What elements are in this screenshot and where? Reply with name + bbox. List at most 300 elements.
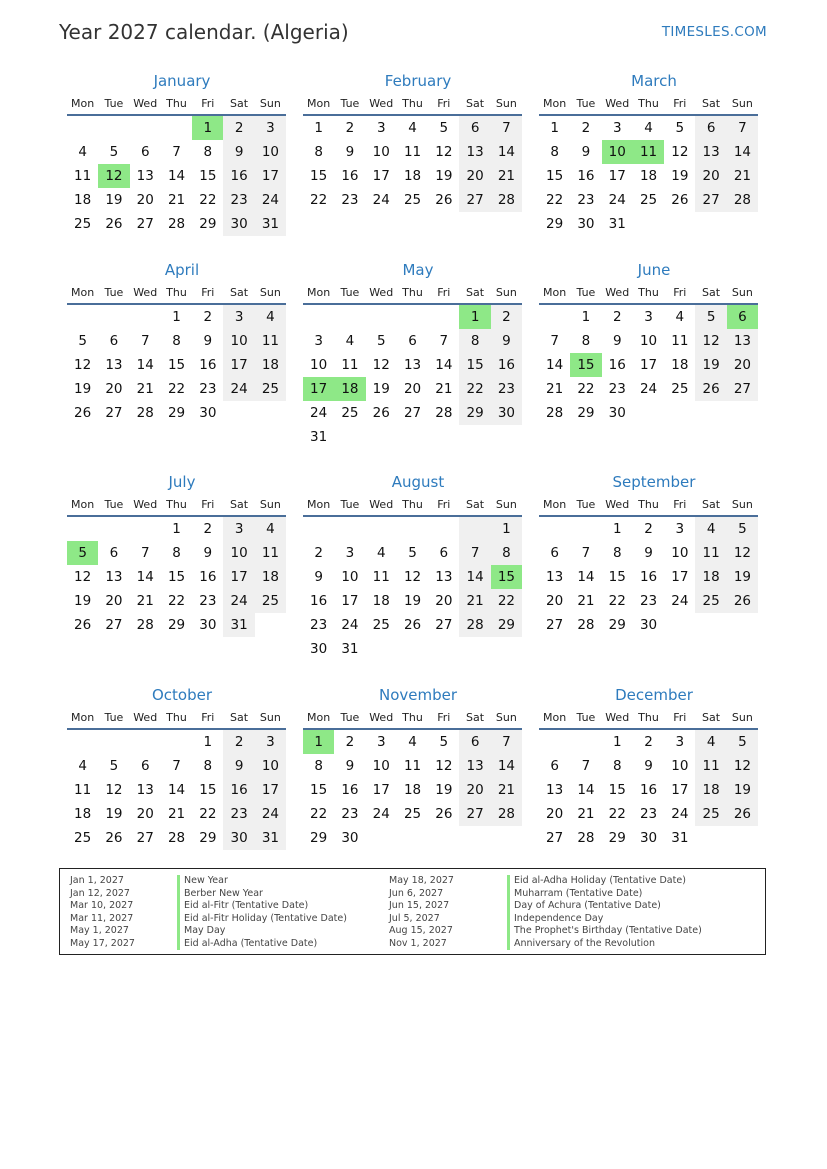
day-cell: 31 [671,830,689,846]
day-cell: 8 [612,758,622,774]
day-cell: 13 [105,569,123,585]
day-cell: 26 [695,377,726,401]
day-cell: 9 [345,758,355,774]
empty-cell [161,116,192,140]
holiday-date: May 17, 2027 [70,937,135,949]
day-cell: 12 [435,758,453,774]
empty-cell [130,305,161,329]
empty-cell [570,730,601,754]
weekday-header [539,283,758,305]
day-cell: 18 [372,593,390,609]
day-cell: 3 [612,120,622,136]
day-cell: 12 [695,329,726,353]
day-cell: 31 [310,429,328,445]
weekday-label: Sun [495,286,517,299]
month-july [67,473,286,637]
day-cell: 7 [550,333,559,349]
day-cell: 21 [546,381,564,397]
day-cell: 10 [255,754,286,778]
holiday-name: Independence Day [514,912,604,924]
day-cell: 30 [639,617,658,633]
weekday-header [67,94,286,116]
day-cell: 29 [608,617,626,633]
empty-cell [397,305,428,329]
empty-cell [366,517,397,541]
day-cell: 3 [376,120,386,136]
day-cell: 4 [78,144,87,160]
weekday-label: Fri [201,97,215,110]
day-cell: 15 [310,168,328,184]
weekday-header [303,495,522,517]
day-cell: 8 [172,545,181,561]
brand-link[interactable]: TIMESLES.COM [661,24,767,40]
holiday-legend [59,868,766,955]
holiday-date: Mar 11, 2027 [70,912,134,924]
day-cell: 28 [577,617,595,633]
month-september [539,473,758,637]
empty-cell [98,517,129,541]
weekday-label: Fri [201,711,215,724]
holiday-day-cell: 6 [727,305,758,329]
day-cell: 29 [167,405,186,421]
day-cell: 7 [459,541,490,565]
day-cell: 15 [167,569,186,585]
day-cell: 11 [341,357,359,373]
weekday-label: Sat [466,286,485,299]
month-august [303,473,522,661]
day-cell: 5 [109,758,119,774]
day-cell: 7 [172,144,181,160]
day-cell: 17 [372,782,390,798]
day-cell: 14 [167,168,186,184]
day-cell: 24 [372,192,390,208]
day-cell: 22 [167,593,186,609]
day-cell: 15 [199,168,217,184]
holiday-dates-left [70,875,135,950]
holiday-date: Aug 15, 2027 [389,925,453,936]
empty-cell [303,305,334,329]
day-cell: 10 [639,333,658,349]
month-title: July [168,473,196,491]
day-cell: 29 [577,405,595,421]
empty-cell [130,517,161,541]
day-cell: 7 [727,116,758,140]
weekday-label: Tue [104,711,124,724]
day-cell: 10 [223,329,254,353]
weekday-label: Tue [576,498,596,511]
day-cell: 13 [546,782,564,798]
day-cell: 4 [408,120,417,136]
day-cell: 22 [310,806,328,822]
weekday-label: Mon [71,286,95,299]
holiday-date: Jul 5, 2027 [389,912,440,924]
day-cell: 17 [255,778,286,802]
holiday-day-cell: 5 [67,541,98,565]
day-cell: 20 [105,593,123,609]
day-cell: 2 [345,120,355,136]
empty-cell [98,305,129,329]
day-cell: 23 [639,593,658,609]
day-cell: 30 [223,826,254,850]
day-cell: 15 [608,782,626,798]
weekday-label: Mon [543,711,567,724]
day-cell: 21 [491,778,522,802]
empty-cell [459,517,490,541]
day-cell: 29 [310,830,328,846]
day-cell: 21 [136,593,154,609]
day-cell: 2 [203,309,213,325]
weekday-label: Wed [369,97,394,110]
day-cell: 6 [140,758,150,774]
empty-cell [67,116,98,140]
day-cell: 30 [639,830,658,846]
day-cell: 20 [695,164,726,188]
day-cell: 18 [671,357,689,373]
day-cell: 8 [612,545,622,561]
day-cell: 19 [695,353,726,377]
day-cell: 29 [199,830,217,846]
holiday-dates-right [389,875,454,950]
day-cell: 1 [491,517,522,541]
weekday-label: Tue [104,498,124,511]
day-cell: 20 [727,353,758,377]
empty-cell [428,305,459,329]
day-cell: 11 [372,569,390,585]
day-cell: 15 [608,569,626,585]
day-cell: 25 [671,381,689,397]
day-cell: 7 [172,758,181,774]
day-cell: 10 [341,569,359,585]
month-title: February [384,72,452,90]
day-cell: 14 [727,140,758,164]
day-cell: 14 [136,357,154,373]
weekday-label: Sat [702,498,721,511]
day-cell: 24 [255,188,286,212]
day-cell: 22 [608,806,626,822]
day-cell: 20 [546,806,564,822]
weekday-label: Tue [340,97,360,110]
day-cell: 6 [695,116,726,140]
day-cell: 6 [550,545,559,561]
day-cell: 9 [203,545,213,561]
day-cell: 13 [105,357,123,373]
weekday-label: Wed [605,286,630,299]
day-cell: 4 [345,333,355,349]
day-cell: 9 [644,758,653,774]
day-cell: 20 [403,381,422,397]
day-cell: 24 [341,617,359,633]
month-april [67,261,286,425]
month-january [67,72,286,236]
day-cell: 27 [459,188,490,212]
day-cell: 28 [577,830,595,846]
day-cell: 17 [671,782,689,798]
day-cell: 10 [255,140,286,164]
weekday-label: Thu [166,711,187,724]
day-cell: 16 [639,782,658,798]
day-cell: 16 [223,164,254,188]
holiday-name: Muharram (Tentative Date) [514,887,643,899]
weekday-label: Sat [230,498,249,511]
empty-cell [397,517,428,541]
day-cell: 31 [608,216,626,232]
weekday-label: Sun [259,286,281,299]
empty-cell [334,517,365,541]
day-cell: 29 [608,830,626,846]
weekday-label: Thu [638,286,659,299]
day-cell: 26 [74,405,92,421]
day-cell: 3 [223,305,254,329]
weekday-header [539,708,758,730]
weekday-label: Sat [702,711,721,724]
day-cell: 25 [403,806,422,822]
day-cell: 20 [459,778,490,802]
day-grid [539,305,758,425]
day-cell: 29 [167,617,186,633]
day-cell: 25 [403,192,422,208]
weekday-label: Sun [731,97,753,110]
empty-cell [67,730,98,754]
day-cell: 4 [408,734,417,750]
day-cell: 11 [74,168,92,184]
day-cell: 7 [140,545,150,561]
weekday-label: Fri [437,97,451,110]
day-cell: 21 [577,593,595,609]
day-cell: 9 [491,329,522,353]
day-cell: 26 [435,192,453,208]
weekday-label: Mon [71,711,95,724]
day-cell: 22 [546,192,564,208]
day-cell: 7 [581,545,591,561]
day-cell: 30 [199,617,217,633]
day-cell: 18 [403,782,422,798]
day-cell: 19 [105,806,123,822]
weekday-label: Wed [133,711,158,724]
holiday-name: Berber New Year [184,887,263,899]
day-cell: 18 [695,778,726,802]
day-cell: 19 [74,593,92,609]
holiday-day-cell: 1 [192,116,223,140]
month-title: April [164,261,200,279]
holiday-date: May 1, 2027 [70,925,129,936]
day-cell: 5 [376,333,386,349]
month-title: June [637,261,671,279]
day-cell: 3 [675,734,685,750]
day-cell: 25 [255,377,286,401]
day-cell: 20 [105,381,123,397]
day-cell: 17 [255,164,286,188]
empty-cell [161,730,192,754]
month-title: October [151,686,213,704]
day-cell: 14 [577,569,595,585]
day-cell: 16 [577,168,595,184]
weekday-label: Sat [230,97,249,110]
holiday-day-cell: 12 [98,164,129,188]
weekday-label: Wed [605,498,630,511]
day-cell: 6 [140,144,150,160]
day-cell: 7 [491,116,522,140]
day-cell: 20 [435,593,453,609]
day-cell: 27 [136,830,154,846]
weekday-label: Sun [731,711,753,724]
weekday-label: Wed [369,498,394,511]
weekday-label: Fri [673,286,687,299]
day-cell: 18 [255,353,286,377]
day-cell: 19 [105,192,123,208]
day-cell: 21 [167,806,186,822]
day-cell: 13 [459,140,490,164]
holiday-day-cell: 10 [602,140,633,164]
day-cell: 30 [223,212,254,236]
day-cell: 9 [581,144,591,160]
empty-cell [130,730,161,754]
day-cell: 16 [608,357,626,373]
holiday-date: Jan 12, 2027 [70,887,130,899]
weekday-header [67,708,286,730]
month-title: August [391,473,445,491]
holiday-name: Eid al-Adha (Tentative Date) [184,937,318,949]
day-cell: 26 [403,617,422,633]
day-cell: 28 [727,188,758,212]
month-december [539,686,758,850]
day-cell: 18 [74,806,92,822]
weekday-label: Fri [201,498,215,511]
weekday-label: Sun [731,498,753,511]
day-cell: 5 [727,730,758,754]
weekday-label: Fri [437,498,451,511]
day-cell: 16 [310,593,328,609]
day-cell: 6 [408,333,417,349]
holiday-date: Mar 10, 2027 [70,900,134,911]
empty-cell [366,305,397,329]
weekday-label: Thu [166,498,187,511]
day-cell: 18 [639,168,658,184]
day-cell: 16 [341,782,359,798]
day-cell: 28 [136,617,154,633]
day-cell: 1 [172,309,181,325]
month-may [303,261,522,449]
day-cell: 1 [550,120,559,136]
day-cell: 11 [671,333,689,349]
day-cell: 23 [577,192,595,208]
day-cell: 27 [546,617,564,633]
day-cell: 2 [644,521,653,537]
weekday-label: Mon [71,498,95,511]
day-cell: 3 [345,545,355,561]
day-cell: 12 [435,144,453,160]
day-cell: 8 [550,144,559,160]
month-title: January [153,72,211,90]
day-cell: 15 [199,782,217,798]
day-cell: 25 [255,589,286,613]
day-cell: 4 [695,517,726,541]
day-cell: 10 [671,758,689,774]
day-cell: 5 [408,545,417,561]
day-cell: 31 [223,613,254,637]
day-cell: 14 [491,754,522,778]
day-cell: 5 [727,517,758,541]
day-cell: 1 [612,734,622,750]
day-cell: 10 [372,758,390,774]
month-march [539,72,758,236]
holiday-date: May 18, 2027 [389,875,454,886]
weekday-label: Thu [402,711,423,724]
day-cell: 30 [310,641,328,657]
month-june [539,261,758,425]
day-cell: 6 [439,545,449,561]
day-cell: 29 [546,216,564,232]
day-cell: 11 [74,782,92,798]
day-cell: 8 [314,758,323,774]
day-cell: 11 [403,758,422,774]
day-cell: 8 [459,329,490,353]
day-cell: 4 [255,305,286,329]
day-cell: 31 [255,826,286,850]
weekday-label: Fri [437,286,451,299]
weekday-label: Sun [495,711,517,724]
day-grid [67,730,286,850]
holiday-day-cell: 1 [303,730,334,754]
day-cell: 5 [695,305,726,329]
day-cell: 21 [459,589,490,613]
day-cell: 13 [546,569,564,585]
day-cell: 21 [136,381,154,397]
weekday-label: Thu [638,711,659,724]
day-cell: 2 [223,730,254,754]
day-cell: 25 [341,405,359,421]
day-cell: 22 [199,806,217,822]
day-cell: 14 [459,565,490,589]
weekday-label: Fri [673,97,687,110]
day-cell: 27 [546,830,564,846]
weekday-label: Sun [731,286,753,299]
day-cell: 19 [727,565,758,589]
holiday-name: Anniversary of the Revolution [514,937,655,949]
holiday-name: May Day [184,925,226,936]
day-cell: 16 [199,569,217,585]
day-cell: 5 [78,333,87,349]
day-cell: 24 [639,381,658,397]
weekday-label: Fri [673,711,687,724]
weekday-label: Fri [673,498,687,511]
day-cell: 29 [459,401,490,425]
day-cell: 20 [546,593,564,609]
day-cell: 16 [199,357,217,373]
day-cell: 18 [695,565,726,589]
day-cell: 11 [255,541,286,565]
day-cell: 2 [491,305,522,329]
weekday-header [539,94,758,116]
day-cell: 19 [403,593,422,609]
month-title: December [615,686,693,704]
day-cell: 3 [644,309,653,325]
holiday-names-right [507,875,702,950]
day-cell: 12 [671,144,689,160]
day-grid [539,116,758,236]
day-cell: 4 [78,758,87,774]
weekday-label: Thu [638,498,659,511]
day-cell: 2 [581,120,591,136]
day-cell: 30 [491,401,522,425]
day-cell: 17 [223,565,254,589]
day-cell: 2 [314,545,323,561]
day-cell: 23 [639,806,658,822]
day-cell: 18 [74,192,92,208]
day-cell: 5 [439,120,449,136]
day-cell: 27 [727,377,758,401]
month-title: November [378,686,458,704]
day-cell: 3 [314,333,323,349]
